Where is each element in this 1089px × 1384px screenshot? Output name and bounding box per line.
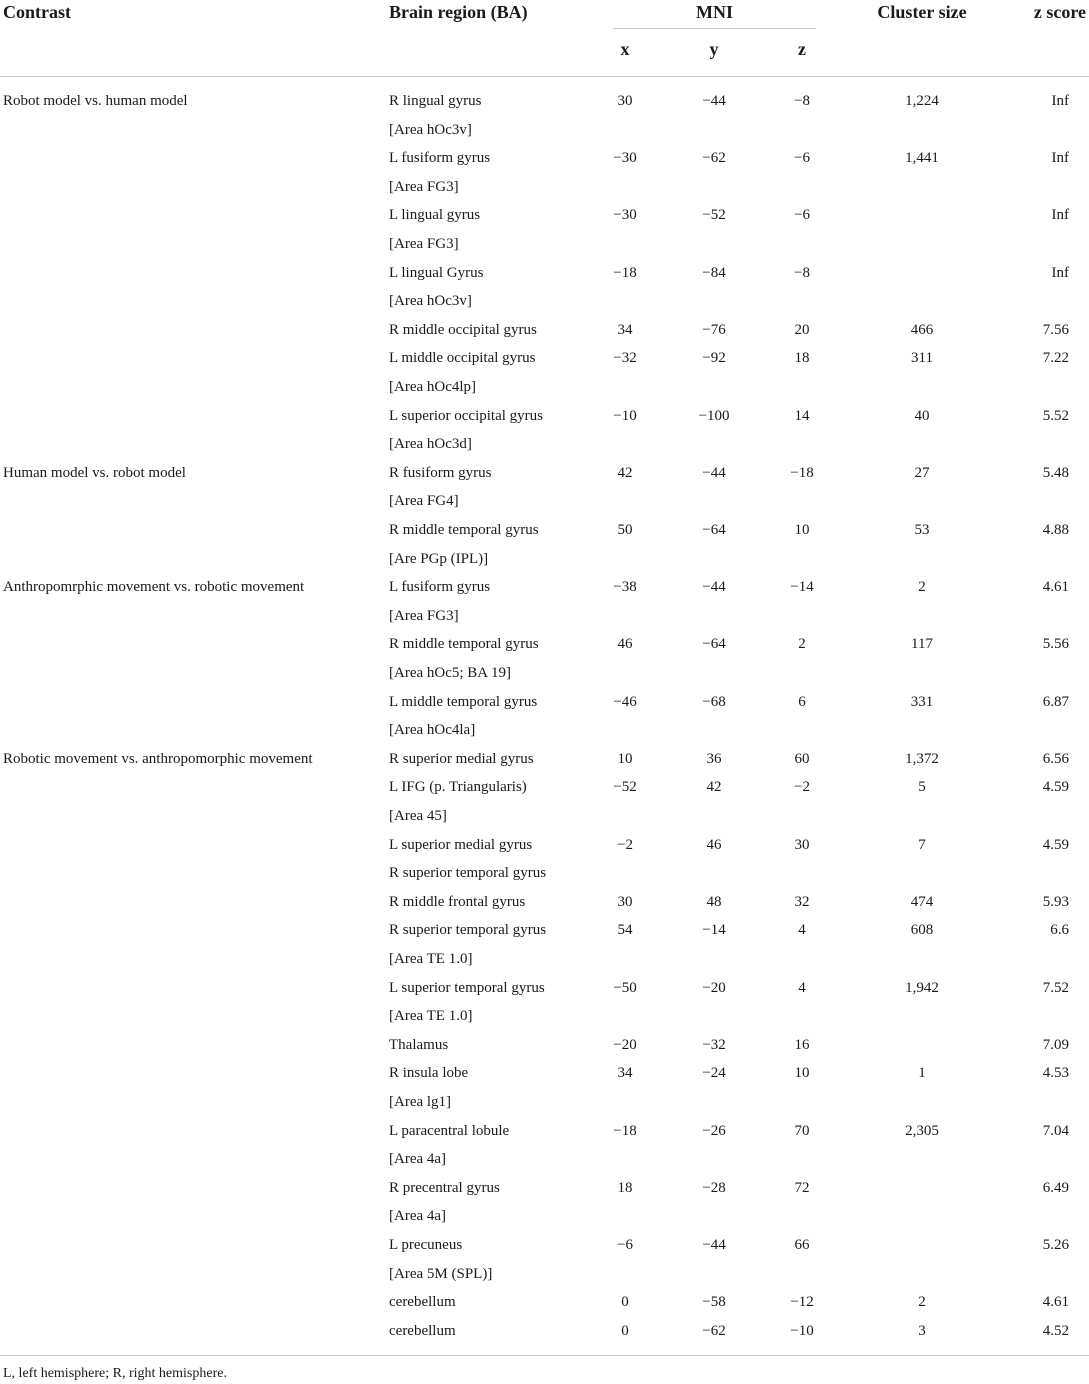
mni-z-cell: 10 [794,522,810,538]
z-score-cell: Inf [1051,264,1069,281]
mni-z-cell: 32 [794,893,810,910]
z-score-cell: 5.93 [1042,893,1069,910]
mni-z-cell: 4 [798,922,806,939]
brain-region-cell: [Area TE 1.0] [389,1008,473,1025]
brain-region-cell: R insula lobe [389,1065,469,1082]
cluster-size-cell: 27 [914,464,930,481]
mni-x-cell: −30 [613,207,637,224]
mni-z-cell: 6 [798,693,806,710]
brain-region-cell: cerebellum [389,1322,456,1339]
brain-region-cell: R superior medial gyrus [389,750,534,767]
z-score-cell: 5.26 [1042,1237,1069,1253]
table-footnote: L, left hemisphere; R, right hemisphere. [3,1366,227,1381]
mni-z-cell: 10 [794,1065,810,1082]
brain-region-cell: [Area hOc3d] [389,436,472,453]
mni-z-cell: −6 [794,207,810,224]
mni-y-cell: −58 [702,1294,726,1311]
mni-x-cell: −46 [613,693,637,710]
mni-z-cell: −8 [794,264,810,281]
z-score-cell: 7.09 [1042,1036,1069,1053]
mni-y-cell: −44 [702,93,726,109]
mni-y-cell: −20 [702,979,726,996]
brain-region-cell: [Area 4a] [389,1208,447,1225]
mni-y-cell: −44 [702,1237,726,1253]
mni-x-cell: 54 [617,922,633,939]
brain-region-cell: [Area FG3] [389,607,459,624]
mni-x-cell: 30 [617,893,633,910]
brain-region-cell: L superior occipital gyrus [389,407,543,424]
z-score-cell: 6.49 [1042,1179,1069,1196]
mni-x-cell: 10 [617,750,633,767]
brain-region-cell: [Area FG3] [389,178,459,195]
z-score-cell: 4.53 [1042,1065,1069,1082]
mni-z-cell: −12 [790,1294,814,1311]
brain-region-cell: [Area hOc4lp] [389,379,477,395]
z-score-cell: 5.56 [1042,636,1069,653]
cluster-size-cell: 474 [910,893,934,910]
contrast-cell: Anthropomrphic movement vs. robotic movement [3,579,305,596]
brain-region-cell: [Area FG3] [389,236,459,252]
mni-z-cell: 30 [794,836,810,853]
mni-x-cell: 18 [617,1179,633,1196]
brain-region-cell: [Area hOc3v] [389,293,472,310]
mni-z-cell: −6 [794,150,810,167]
brain-region-cell: [Area 45] [389,808,447,824]
mni-y-cell: −44 [702,464,726,481]
mni-y-cell: 48 [706,893,722,910]
brain-region-cell: [Area FG4] [389,493,459,510]
z-score-cell: 4.61 [1042,1294,1069,1311]
mni-y-cell: −92 [702,350,726,367]
z-score-cell: 5.48 [1042,464,1069,481]
mni-y-cell: −28 [702,1179,726,1196]
table-bottom-rule [0,1355,1089,1356]
header-brain-region: Brain region (BA) [389,2,528,22]
mni-y-cell: −26 [702,1122,726,1139]
mni-y-cell: −84 [702,264,726,281]
mni-z-cell: 60 [794,750,810,767]
brain-region-cell: R middle temporal gyrus [389,636,539,653]
mni-y-cell: −14 [702,922,726,939]
mni-x-cell: −20 [613,1036,637,1053]
mni-x-cell: −30 [613,150,637,167]
brain-region-cell: R middle frontal gyrus [389,893,526,910]
contrast-cell: Human model vs. robot model [3,464,186,481]
brain-region-cell: L middle occipital gyrus [389,350,536,367]
cluster-size-cell: 1,942 [905,979,939,996]
mni-z-cell: 14 [794,407,810,424]
mni-y-cell: −68 [702,693,726,710]
z-score-cell: Inf [1051,150,1069,167]
mni-x-cell: 42 [617,464,633,481]
brain-region-cell: R fusiform gyrus [389,464,492,481]
header-z-score: z score [1033,2,1086,22]
brain-region-cell: L lingual Gyrus [389,264,484,281]
brain-region-cell: L superior medial gyrus [389,836,533,853]
mni-y-cell: −64 [702,636,726,653]
brain-region-cell: R precentral gyrus [389,1179,500,1196]
mni-y-cell: −62 [702,1322,726,1339]
mni-z-cell: 20 [794,321,810,338]
brain-region-cell: [Area lg1] [389,1094,452,1110]
cluster-size-cell: 331 [910,693,934,710]
mni-x-cell: −50 [613,979,637,996]
cluster-size-cell: 2 [918,579,926,596]
brain-region-cell: [Are PGp (IPL)] [389,550,489,567]
mni-y-cell: 36 [706,750,722,767]
cluster-size-cell: 1,441 [905,150,939,167]
mni-x-cell: −18 [613,1122,637,1139]
z-score-cell: 4.61 [1042,579,1069,596]
z-score-cell: Inf [1051,93,1069,109]
mni-z-cell: 72 [794,1179,810,1196]
z-score-cell: 7.22 [1042,350,1069,367]
brain-region-cell: Thalamus [389,1036,449,1053]
mni-z-cell: 2 [798,636,806,653]
cluster-size-cell: 311 [911,350,933,367]
cluster-size-cell: 40 [914,407,930,424]
cluster-size-cell: 53 [914,522,930,538]
brain-region-cell: R middle occipital gyrus [389,321,537,338]
brain-region-cell: R middle temporal gyrus [389,522,539,538]
mni-x-cell: 46 [617,636,633,653]
z-score-cell: 6.6 [1050,922,1069,939]
brain-region-cell: [Area hOc4la] [389,722,476,739]
brain-region-cell: [Area hOc5; BA 19] [389,665,512,681]
mni-x-cell: −18 [613,264,637,281]
cluster-size-cell: 2,305 [905,1122,939,1139]
brain-region-cell: R superior temporal gyrus [389,865,547,882]
header-x: x [620,39,630,59]
mni-x-cell: 0 [621,1294,629,1311]
brain-region-cell: L fusiform gyrus [389,579,491,596]
cluster-size-cell: 5 [918,779,926,796]
header-contrast: Contrast [3,2,71,22]
cluster-size-cell: 2 [918,1294,926,1311]
mni-x-cell: −32 [613,350,637,367]
brain-region-cell: L lingual gyrus [389,207,481,224]
brain-region-cell: L middle temporal gyrus [389,693,538,710]
mni-z-cell: −2 [794,779,810,796]
cluster-size-cell: 1,224 [905,93,939,109]
mni-y-cell: −44 [702,579,726,596]
brain-region-cell: [Area TE 1.0] [389,951,473,967]
mni-y-cell: −24 [702,1065,726,1082]
cluster-size-cell: 466 [910,321,934,338]
cluster-size-cell: 1,372 [905,750,939,767]
mni-divider [613,28,816,29]
z-score-cell: 4.88 [1042,522,1069,538]
mni-x-cell: −38 [613,579,637,596]
z-score-cell: 7.52 [1042,979,1069,996]
mni-z-cell: −10 [790,1322,814,1339]
z-score-cell: 6.56 [1042,750,1069,767]
z-score-cell: 4.59 [1042,836,1069,853]
mni-x-cell: −10 [613,407,637,424]
mni-x-cell: 34 [617,321,633,338]
header-mni: MNI [696,2,733,22]
z-score-cell: 6.87 [1042,693,1069,710]
mni-y-cell: −100 [698,407,730,424]
cluster-size-cell: 7 [918,836,926,853]
cluster-size-cell: 3 [918,1322,926,1339]
brain-region-cell: L IFG (p. Triangularis) [389,779,527,796]
brain-region-cell: R lingual gyrus [389,93,482,109]
header-cluster-size: Cluster size [877,2,967,22]
mni-y-cell: −76 [702,321,726,338]
z-score-cell: 4.59 [1042,779,1069,796]
cluster-size-cell: 117 [911,636,933,653]
brain-region-cell: R superior temporal gyrus [389,922,547,939]
mni-z-cell: −8 [794,93,810,109]
mni-x-cell: 30 [617,93,633,109]
z-score-cell: 7.04 [1042,1122,1069,1139]
header-y: y [709,39,719,59]
contrast-cell: Robotic movement vs. anthropomorphic movement [3,750,313,767]
brain-region-cell: L precuneus [389,1237,463,1253]
brain-region-cell: L fusiform gyrus [389,150,491,167]
brain-region-cell: [Area 5M (SPL)] [389,1265,493,1282]
z-score-cell: Inf [1051,207,1069,224]
z-score-cell: 7.56 [1042,321,1069,338]
brain-region-cell: cerebellum [389,1294,456,1311]
mni-z-cell: 66 [794,1237,810,1253]
mni-y-cell: 42 [706,779,722,796]
mni-y-cell: −64 [702,522,726,538]
mni-z-cell: −14 [790,579,814,596]
mni-x-cell: −6 [617,1237,633,1253]
brain-region-cell: [Area hOc3v] [389,121,472,138]
z-score-cell: 4.52 [1042,1322,1069,1339]
contrast-cell: Robot model vs. human model [3,93,188,109]
z-score-cell: 5.52 [1042,407,1069,424]
mni-z-cell: 4 [798,979,806,996]
mni-z-cell: 18 [794,350,810,367]
mni-y-cell: −52 [702,207,726,224]
header-z: z [798,39,806,59]
mni-z-cell: 70 [794,1122,810,1139]
mni-x-cell: 34 [617,1065,633,1082]
header-bottom-rule [0,76,1089,77]
cluster-size-cell: 1 [918,1065,926,1082]
mni-y-cell: 46 [706,836,722,853]
mni-y-cell: −32 [702,1036,726,1053]
brain-region-cell: L superior temporal gyrus [389,979,545,996]
mni-x-cell: −52 [613,779,637,796]
mni-y-cell: −62 [702,150,726,167]
mni-z-cell: 16 [794,1036,810,1053]
brain-region-cell: L paracentral lobule [389,1122,510,1139]
mni-z-cell: −18 [790,464,814,481]
brain-region-cell: [Area 4a] [389,1151,447,1168]
cluster-size-cell: 608 [910,922,934,939]
mni-x-cell: 0 [621,1322,629,1339]
mni-x-cell: −2 [617,836,633,853]
mni-x-cell: 50 [617,522,633,538]
